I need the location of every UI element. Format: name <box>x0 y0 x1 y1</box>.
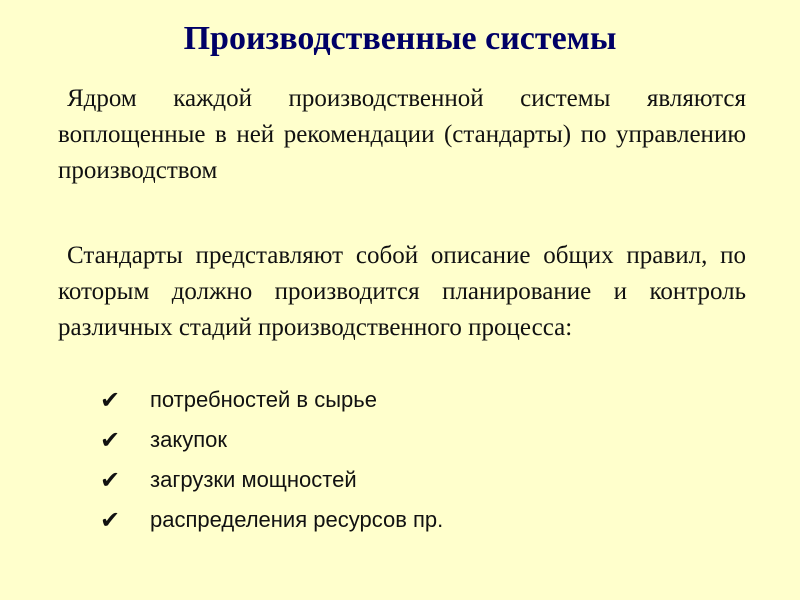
slide-title: Производственные системы <box>183 20 617 57</box>
list-item-label: потребностей в сырье <box>150 387 377 412</box>
list-item-label: закупок <box>150 427 227 452</box>
bullet-list <box>100 380 443 540</box>
list-item-label: загрузки мощностей <box>150 467 357 492</box>
paragraph-standards-text: Стандарты представляют собой описание общих правил, по которым должно производится планирование и контроль различных стадий производственного процесса: <box>58 242 746 341</box>
list-item <box>100 500 443 540</box>
list-item <box>100 420 443 460</box>
checkmark-icon: ✔ <box>100 386 121 414</box>
list-item-label: распределения ресурсов пр. <box>150 507 444 532</box>
checkmark-icon: ✔ <box>100 466 121 494</box>
list-item <box>100 460 443 500</box>
list-item <box>100 380 443 420</box>
paragraph-core-text: Ядром каждой производственной системы являются воплощенные в ней рекомендации (стандарты) по управлению производством <box>58 85 746 184</box>
checkmark-icon: ✔ <box>100 506 121 534</box>
checkmark-icon: ✔ <box>100 426 121 454</box>
paragraph-core <box>58 81 746 189</box>
paragraph-standards <box>58 238 746 346</box>
